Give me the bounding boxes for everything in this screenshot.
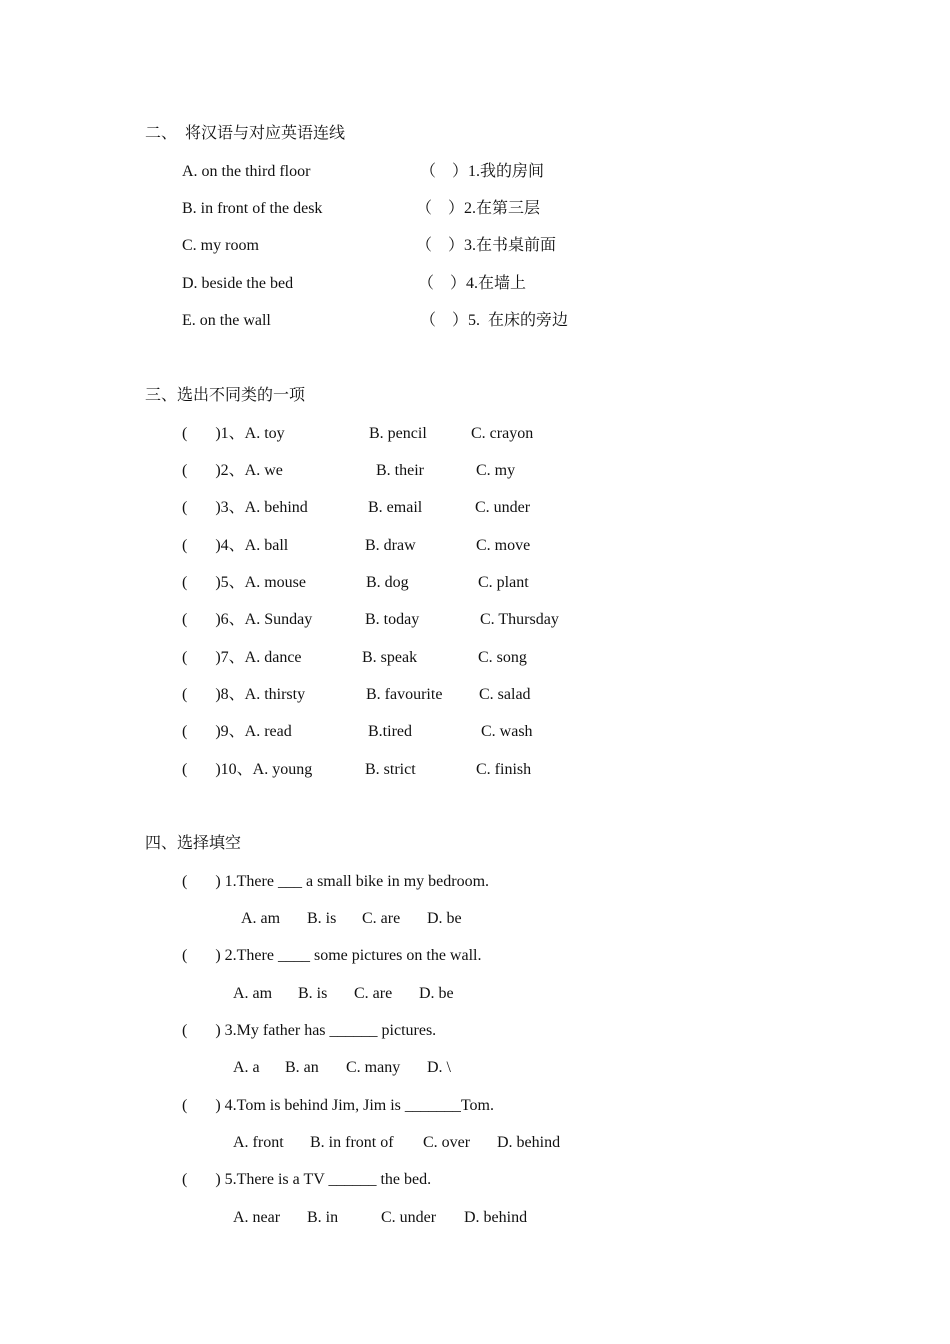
answer-option: C. over <box>423 1134 471 1151</box>
section2-heading: 二、 将汉语与对应英语连线 <box>145 125 346 142</box>
answer-option: C. many <box>346 1059 401 1076</box>
answer-option: A. front <box>233 1134 284 1151</box>
match-right-item: （ ）1.我的房间 <box>420 163 545 180</box>
odd-one-out-question: ( )10、A. young <box>182 761 313 778</box>
option-b: B. dog <box>366 574 409 591</box>
match-left-item: C. my room <box>182 237 259 254</box>
answer-option: A. am <box>241 910 281 927</box>
option-b: B. speak <box>362 649 418 666</box>
option-b: B. their <box>376 462 424 479</box>
answer-option: B. is <box>307 910 337 927</box>
fill-in-question: ( ) 3.My father has ______ pictures. <box>182 1022 437 1039</box>
option-b: B. today <box>365 611 420 628</box>
option-c: C. Thursday <box>480 611 559 628</box>
option-b: B. email <box>368 499 423 516</box>
odd-one-out-question: ( )6、A. Sunday <box>182 611 313 628</box>
odd-one-out-question: ( )2、A. we <box>182 462 283 479</box>
match-right-item: （ ）3.在书桌前面 <box>416 237 557 254</box>
section4-heading: 四、选择填空 <box>145 835 242 852</box>
section3-heading: 三、选出不同类的一项 <box>145 387 306 404</box>
answer-option: D. behind <box>464 1209 528 1226</box>
match-left-item: A. on the third floor <box>182 163 311 180</box>
option-b: B.tired <box>368 723 412 740</box>
answer-option: D. be <box>427 910 462 927</box>
option-b: B. favourite <box>366 686 443 703</box>
answer-option: C. are <box>362 910 401 927</box>
answer-option: A. a <box>233 1059 260 1076</box>
option-c: C. my <box>476 462 516 479</box>
answer-option: C. are <box>354 985 393 1002</box>
option-c: C. song <box>478 649 527 666</box>
odd-one-out-question: ( )9、A. read <box>182 723 292 740</box>
answer-option: A. near <box>233 1209 281 1226</box>
match-left-item: E. on the wall <box>182 312 271 329</box>
option-c: C. plant <box>478 574 529 591</box>
answer-option: A. am <box>233 985 273 1002</box>
fill-in-question: ( ) 4.Tom is behind Jim, Jim is _______Tom. <box>182 1097 494 1114</box>
match-left-item: B. in front of the desk <box>182 200 323 217</box>
odd-one-out-question: ( )7、A. dance <box>182 649 302 666</box>
option-c: C. move <box>476 537 531 554</box>
match-right-item: （ ）4.在墙上 <box>418 275 527 292</box>
answer-option: D. behind <box>497 1134 561 1151</box>
option-c: C. wash <box>481 723 533 740</box>
fill-in-question: ( ) 5.There is a TV ______ the bed. <box>182 1171 432 1188</box>
odd-one-out-question: ( )5、A. mouse <box>182 574 306 591</box>
odd-one-out-question: ( )3、A. behind <box>182 499 308 516</box>
option-c: C. under <box>475 499 531 516</box>
odd-one-out-question: ( )1、A. toy <box>182 425 285 442</box>
match-right-item: （ ）2.在第三层 <box>416 200 541 217</box>
answer-option: C. under <box>381 1209 437 1226</box>
option-b: B. strict <box>365 761 416 778</box>
fill-in-question: ( ) 1.There ___ a small bike in my bedroom. <box>182 873 490 890</box>
answer-option: D. be <box>419 985 454 1002</box>
answer-option: D. \ <box>427 1059 451 1076</box>
match-left-item: D. beside the bed <box>182 275 294 292</box>
option-c: C. crayon <box>471 425 534 442</box>
option-b: B. draw <box>365 537 416 554</box>
option-c: C. finish <box>476 761 532 778</box>
answer-option: B. in <box>307 1209 339 1226</box>
option-b: B. pencil <box>369 425 427 442</box>
answer-option: B. is <box>298 985 328 1002</box>
fill-in-question: ( ) 2.There ____ some pictures on the wall. <box>182 947 482 964</box>
answer-option: B. in front of <box>310 1134 394 1151</box>
option-c: C. salad <box>479 686 531 703</box>
answer-option: B. an <box>285 1059 319 1076</box>
match-right-item: （ ）5. 在床的旁边 <box>420 312 569 329</box>
odd-one-out-question: ( )4、A. ball <box>182 537 289 554</box>
odd-one-out-question: ( )8、A. thirsty <box>182 686 306 703</box>
